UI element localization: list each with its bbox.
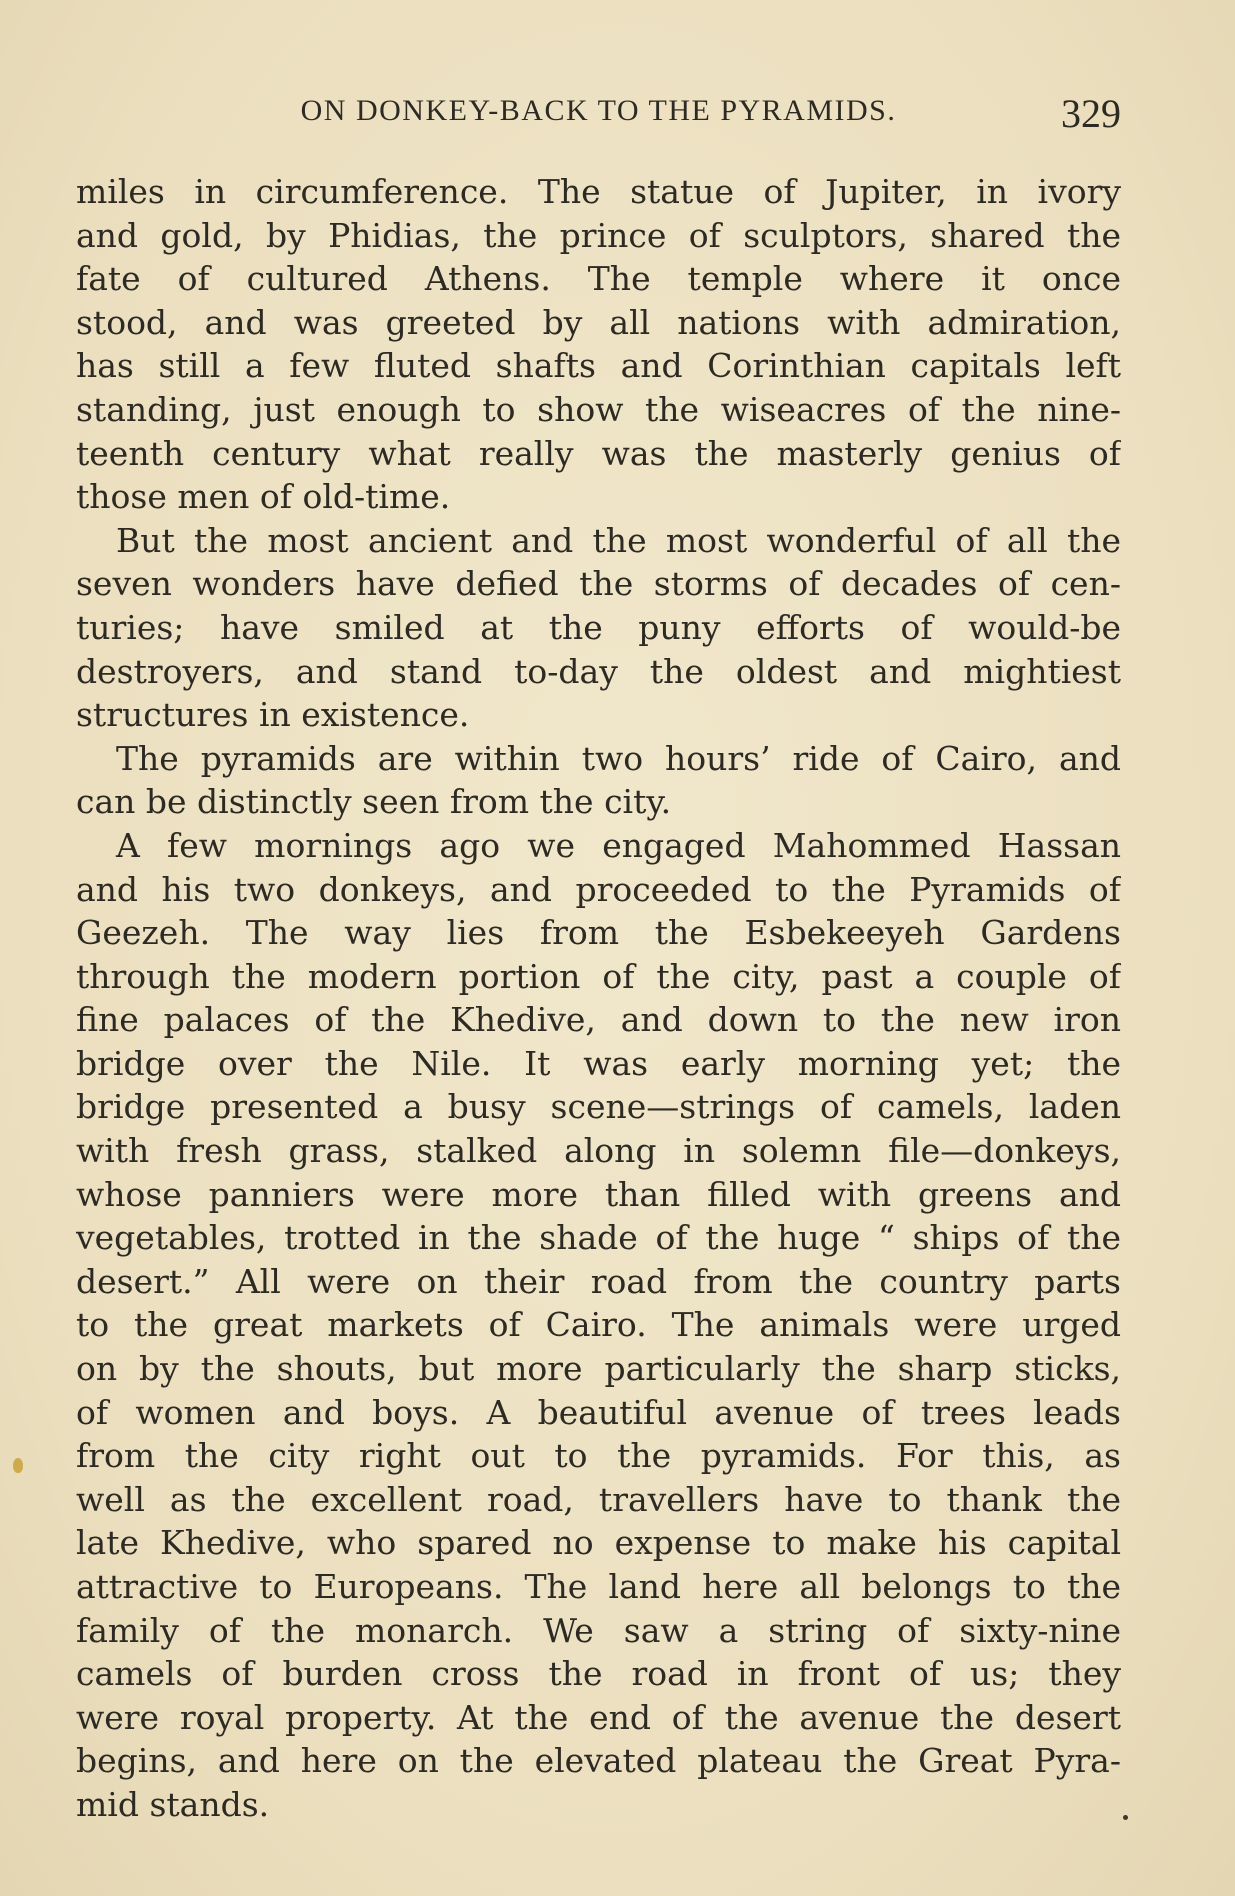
text-line: well as the excellent road, travellers have to thank the	[76, 1479, 1121, 1519]
text-line: and gold, by Phidias, the prince of sculptors, shared the	[76, 215, 1121, 255]
text-line: teenth century what really was the masterly genius of	[76, 433, 1121, 473]
text-line: those men of old-time.	[76, 477, 451, 517]
text-line: has still a few fluted shafts and Corinthian capitals left	[76, 346, 1121, 386]
text-line: through the modern portion of the city, past a couple of	[76, 956, 1121, 996]
text-line: with fresh grass, stalked along in solemn file—donkeys,	[76, 1131, 1121, 1171]
text-line: late Khedive, who spared no expense to make his capital	[76, 1523, 1121, 1563]
text-line: stood, and was greeted by all nations with admiration,	[76, 302, 1121, 342]
text-line: can be distinctly seen from the city.	[76, 782, 672, 822]
text-line: But the most ancient and the most wonderful of all the	[116, 520, 1121, 560]
text-line: turies; have smiled at the puny efforts of would-be	[76, 607, 1121, 647]
text-line: seven wonders have defied the storms of decades of cen-	[76, 564, 1121, 604]
text-line: on by the shouts, but more particularly the sharp sticks,	[76, 1349, 1121, 1389]
text-line: whose panniers were more than filled with greens and	[76, 1174, 1121, 1214]
text-line: to the great markets of Cairo. The animals were urged	[76, 1305, 1121, 1345]
paragraph	[76, 824, 1121, 1827]
text-line: miles in circumference. The statue of Jupiter, in ivory	[76, 172, 1121, 211]
text-line: bridge presented a busy scene—strings of camels, laden	[76, 1087, 1121, 1127]
text-line: fine palaces of the Khedive, and down to the new iron	[76, 1000, 1121, 1040]
margin-stain-mark	[13, 1458, 23, 1473]
text-line: begins, and here on the elevated plateau the Great Pyra-	[76, 1741, 1121, 1781]
text-line: The pyramids are within two hours’ ride of Cairo, and	[116, 738, 1121, 778]
text-line: destroyers, and stand to-day the oldest and mightiest	[76, 651, 1121, 691]
text-line: desert.” All were on their road from the country parts	[76, 1261, 1121, 1301]
text-line: family of the monarch. We saw a string of sixty-nine	[76, 1610, 1121, 1650]
text-line: structures in existence.	[76, 695, 470, 735]
body-text	[76, 170, 1121, 1827]
text-line: fate of cultured Athens. The temple where it once	[76, 259, 1121, 299]
text-line: standing, just enough to show the wiseacres of the nine-	[76, 389, 1121, 429]
running-head	[76, 90, 1121, 140]
text-line: camels of burden cross the road in front of us; they	[76, 1654, 1121, 1694]
paragraph	[76, 170, 1121, 519]
text-line: mid stands.	[76, 1784, 270, 1824]
page-number: 329	[1061, 91, 1121, 136]
running-title: ON DONKEY-BACK TO THE PYRAMIDS.	[300, 94, 897, 127]
text-line: from the city right out to the pyramids. For this, as	[76, 1436, 1121, 1476]
paragraph	[76, 519, 1121, 737]
text-line: attractive to Europeans. The land here all belongs to the	[76, 1567, 1121, 1606]
paragraph	[76, 737, 1121, 824]
text-line: bridge over the Nile. It was early morning yet; the	[76, 1043, 1121, 1083]
text-line: Geezeh. The way lies from the Esbekeeyeh Gardens	[76, 913, 1121, 953]
text-line: of women and boys. A beautiful avenue of trees leads	[76, 1392, 1121, 1432]
text-line: vegetables, trotted in the shade of the huge “ ships of the	[76, 1218, 1121, 1258]
ink-speck	[1123, 1815, 1128, 1820]
text-line: and his two donkeys, and proceeded to the Pyramids of	[76, 869, 1121, 909]
text-line: A few mornings ago we engaged Mahommed Hassan	[116, 825, 1121, 865]
text-line: were royal property. At the end of the avenue the desert	[76, 1697, 1121, 1737]
